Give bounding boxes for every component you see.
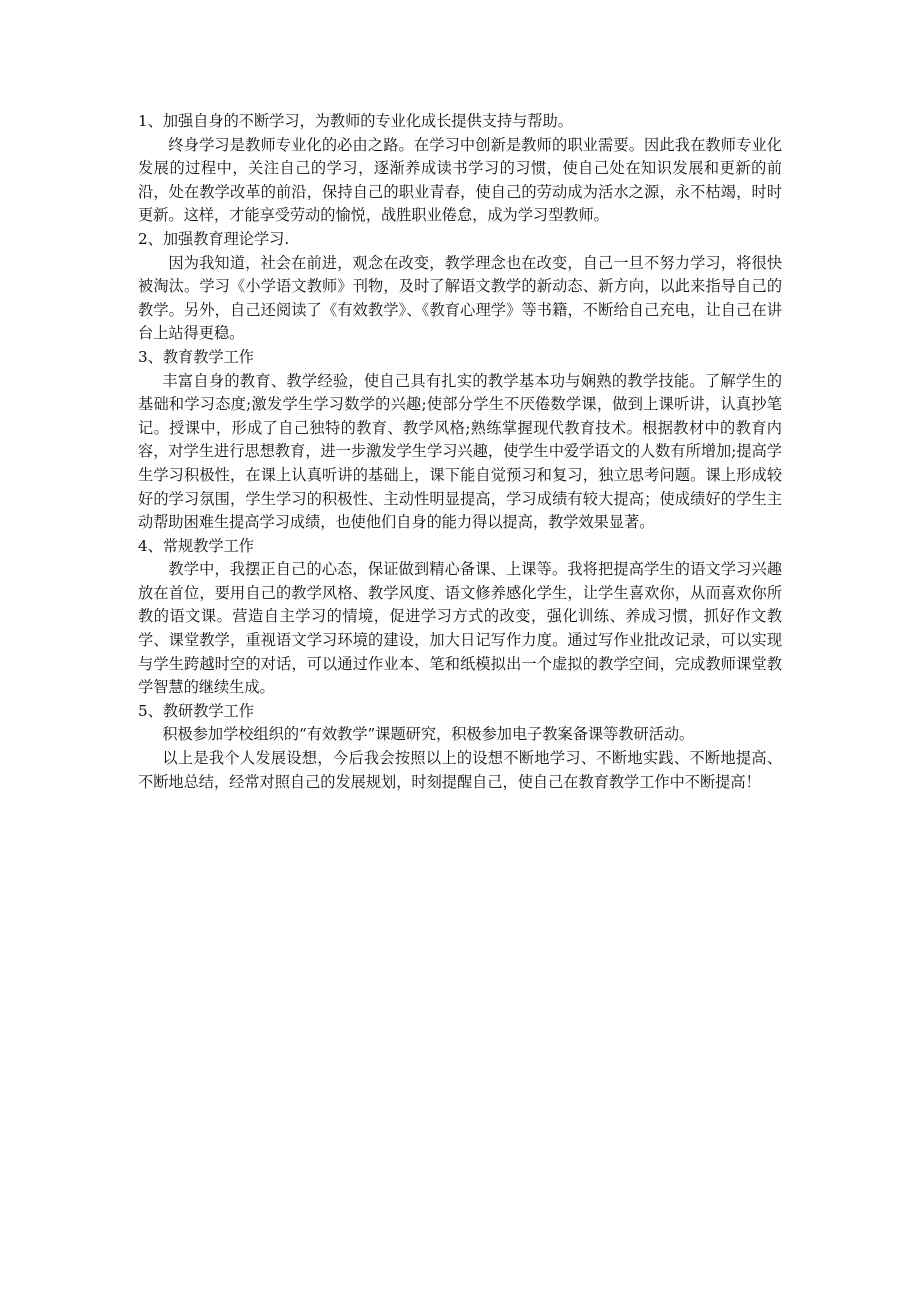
section-4-paragraph: 教学中，我摆正自己的心态，保证做到精心备课、上课等。我将把提高学生的语文学习兴趣放在首位，要用自己的教学风格、教学风度、语文修养感化学生，让学生喜欢你，从而喜欢你所教的语文课。营造自主学习的情境，促进学习方式的改变，强化训练、养成习惯，抓好作文教学、课堂教学，重视语文学习环境的建设，加大日记写作力度。通过写作业批改记录，可以实现与学生跨越时空的对话，可以通过作业本、笔和纸模拟出一个虚拟的教学空间，完成教师课堂教学智慧的继续生成。 xyxy=(138,560,782,697)
section-2-heading: 2、加强教育理论学习. xyxy=(138,229,290,248)
section-5-paragraph: 积极参加学校组织的“有效教学”课题研究，积极参加电子教案备课等教研活动。 xyxy=(162,725,695,744)
section-5-heading: 5、教研教学工作 xyxy=(138,701,254,720)
section-1-paragraph: 终身学习是教师专业化的必由之路。在学习中创新是教师的职业需要。因此我在教师专业化发展的过程中，关注自己的学习，逐渐养成读书学习的习惯，使自己处在知识发展和更新的前沿，处在教学改革的前沿，保持自己的职业青春，使自己的劳动成为活水之源，永不枯竭，时时更新。这样，才能享受劳动的愉悦，战胜职业倦怠，成为学习型教师。 xyxy=(138,135,782,225)
section-3-paragraph: 丰富自身的教育、教学经验，使自己具有扎实的教学基本功与娴熟的教学技能。了解学生的基础和学习态度;激发学生学习数学的兴趣;使部分学生不厌倦数学课，做到上课听讲，认真抄笔记。授课中，形成了自己独特的教育、教学风格;熟练掌握现代教育技术。根据教材中的教育内容，对学生进行思想教育，进一步激发学生学习兴趣，使学生中爱学语文的人数有所增加;提高学生学习积极性，在课上认真听讲的基础上，课下能自觉预习和复习，独立思考问题。课上形成较好的学习氛围，学生学习的积极性、主动性明显提高，学习成绩有较大提高；使成绩好的学生主动帮助困难生提高学习成绩，也使他们自身的能力得以提高，教学效果显著。 xyxy=(138,371,782,532)
section-3-heading: 3、教育教学工作 xyxy=(138,347,254,366)
closing-paragraph: 以上是我个人发展设想，今后我会按照以上的设想不断地学习、不断地实践、不断地提高、不断地总结，经常对照自己的发展规划，时刻提醒自己，使自己在教育教学工作中不断提高！ xyxy=(138,749,782,791)
section-1-heading: 1、加强自身的不断学习，为教师的专业化成长提供支持与帮助。 xyxy=(138,112,573,130)
section-2-paragraph: 因为我知道，社会在前进，观念在改变，教学理念也在改变，自己一旦不努力学习，将很快被淘汰。学习《小学语文教师》刊物，及时了解语文教学的新动态、新方向，以此来指导自己的教学。另外，自己还阅读了《有效教学》、《教育心理学》等书籍，不断给自己充电，让自己在讲台上站得更稳。 xyxy=(138,253,782,343)
document-body xyxy=(138,110,782,794)
section-4-heading: 4、常规教学工作 xyxy=(138,536,254,555)
